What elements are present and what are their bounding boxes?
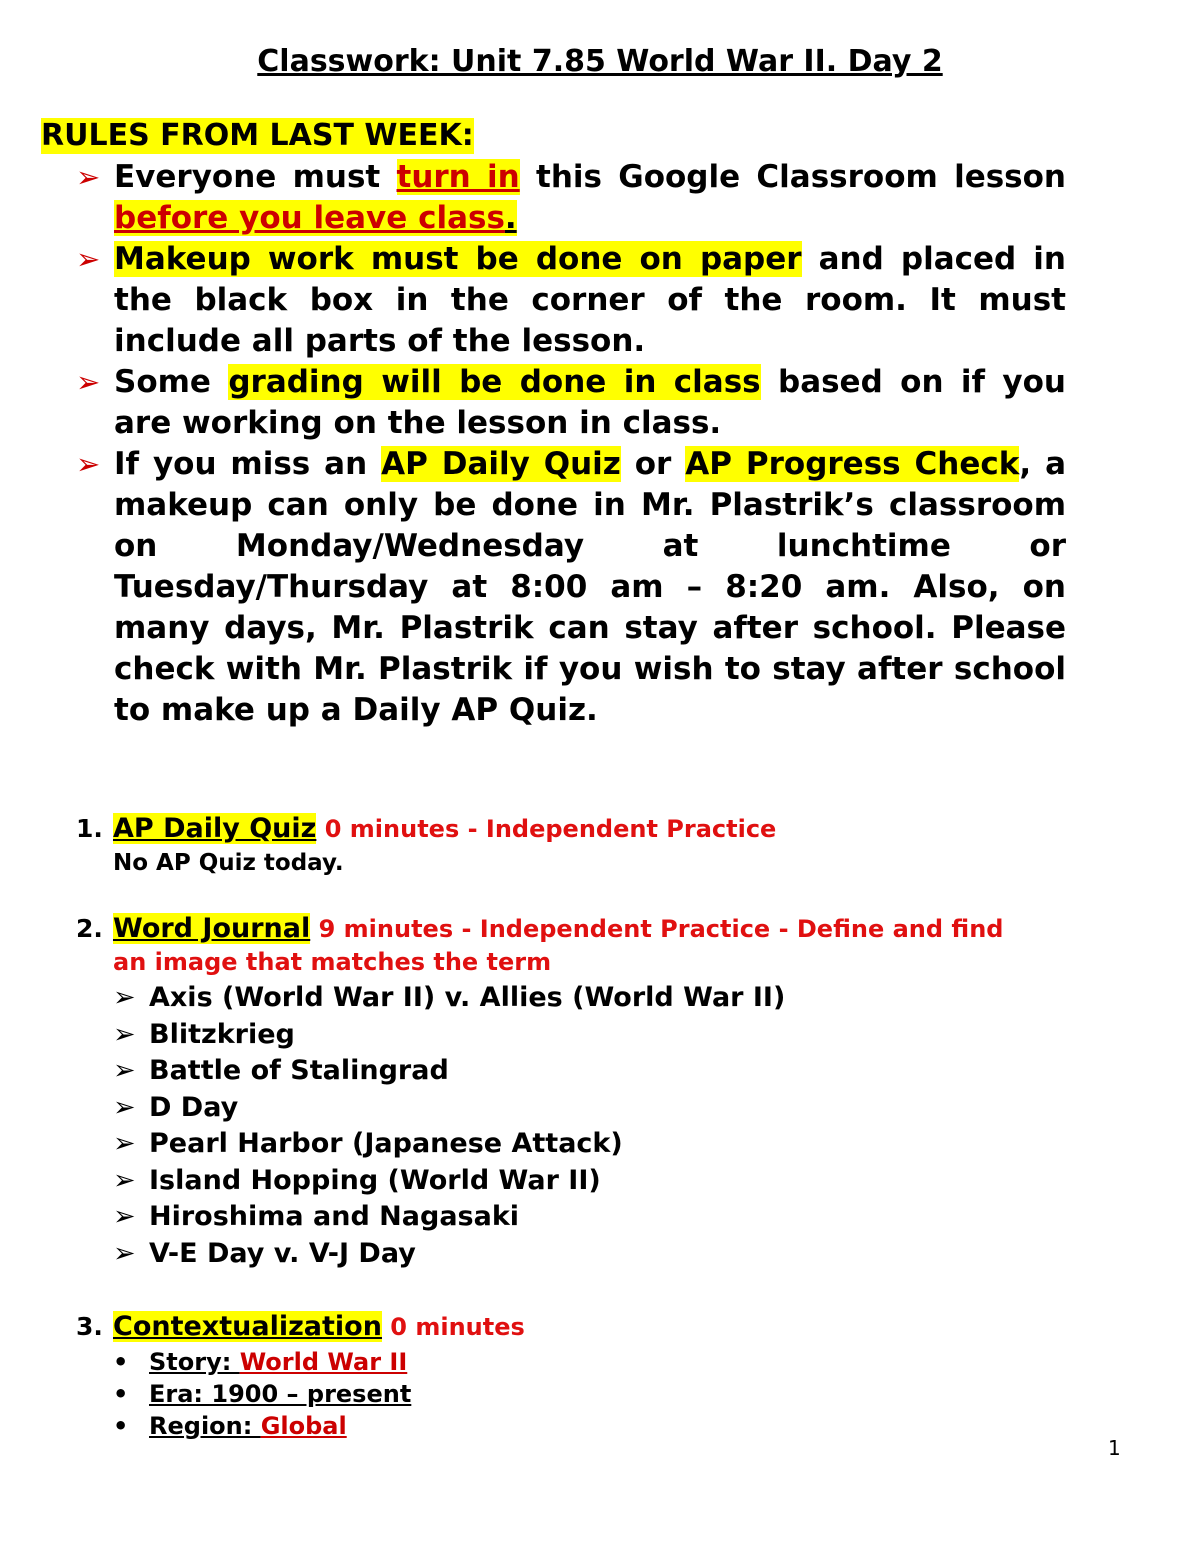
arrow-bullet-icon: ➢ <box>76 242 101 276</box>
rule-text: Some <box>114 364 229 400</box>
era-text: Era: 1900 – present <box>149 1380 412 1408</box>
arrow-bullet-icon: ➢ <box>113 982 136 1013</box>
arrow-bullet-icon: ➢ <box>76 365 101 399</box>
rule-highlight: Makeup work must be done on paper <box>114 241 802 277</box>
region-value: Global <box>260 1412 347 1440</box>
term-text: Island Hopping (World War II) <box>149 1164 601 1196</box>
rule-highlight: turn in <box>396 159 520 195</box>
list-item <box>113 1053 785 1090</box>
context-list <box>113 1346 411 1442</box>
rule-highlight: AP Daily Quiz <box>381 446 621 482</box>
arrow-bullet-icon: ➢ <box>113 1201 136 1232</box>
rule-item <box>76 157 1066 239</box>
list-item <box>113 1199 785 1236</box>
section-contextualization <box>76 1310 525 1344</box>
arrow-bullet-icon: ➢ <box>76 447 101 481</box>
arrow-bullet-icon: ➢ <box>113 1164 136 1196</box>
rule-text: If you miss an <box>114 446 382 482</box>
list-item <box>113 980 785 1017</box>
bullet-icon: • <box>113 1412 129 1440</box>
story-value: World War II <box>239 1348 408 1376</box>
term-text: Hiroshima and Nagasaki <box>149 1201 520 1232</box>
term-text: D Day <box>149 1091 239 1123</box>
story-label: Story: <box>149 1348 240 1376</box>
bullet-icon: • <box>113 1348 129 1376</box>
arrow-bullet-icon: ➢ <box>113 1091 136 1123</box>
term-text: Axis (World War II) v. Allies (World War II) <box>149 982 786 1013</box>
page-number: 1 <box>1108 1436 1121 1460</box>
section-note: 0 minutes - Independent Practice <box>316 815 777 843</box>
term-text: Battle of Stalingrad <box>149 1055 449 1086</box>
list-item <box>113 1017 785 1054</box>
arrow-bullet-icon: ➢ <box>113 1055 136 1086</box>
section-heading: Word Journal <box>113 913 311 944</box>
rule-item <box>76 362 1066 444</box>
section-number: 3. <box>76 1312 103 1341</box>
arrow-bullet-icon: ➢ <box>113 1237 136 1269</box>
rule-highlight: grading will be done in class <box>228 364 761 400</box>
term-text: V-E Day v. V-J Day <box>149 1237 416 1269</box>
bullet-icon: • <box>113 1380 129 1408</box>
section-note: 0 minutes <box>381 1313 525 1341</box>
page-title: Classwork: Unit 7.85 World War II. Day 2 <box>257 44 943 79</box>
list-item <box>113 1090 785 1127</box>
section-heading: AP Daily Quiz <box>113 813 317 844</box>
rule-text: or <box>620 446 686 482</box>
rule-highlight: AP Progress Check <box>685 446 1020 482</box>
list-item <box>113 1236 785 1273</box>
rule-text: Everyone must <box>114 159 397 195</box>
section-note-continued: an image that matches the term <box>113 948 552 976</box>
rules-list <box>76 157 1066 731</box>
section-description: No AP Quiz today. <box>113 850 344 876</box>
rule-text: based on if you are working on the lesson in class. <box>114 364 1066 441</box>
term-text: Pearl Harbor (Japanese Attack) <box>149 1128 623 1159</box>
list-item <box>113 1378 411 1410</box>
arrow-bullet-icon: ➢ <box>76 160 101 194</box>
list-item <box>113 1163 785 1200</box>
section-ap-daily-quiz <box>76 812 776 880</box>
rule-text: and placed in the black box in the corner of the room. It must include all parts of the lesson. <box>114 241 1066 359</box>
section-number: 1. <box>76 814 103 843</box>
arrow-bullet-icon: ➢ <box>113 1018 136 1050</box>
section-word-journal <box>76 912 1003 978</box>
rule-highlight: before you leave class <box>114 200 505 236</box>
rules-heading: RULES FROM LAST WEEK: <box>41 118 474 153</box>
list-item <box>113 1346 411 1378</box>
list-item <box>113 1126 785 1163</box>
section-number: 2. <box>76 914 103 943</box>
region-label: Region: <box>149 1412 261 1440</box>
section-note: 9 minutes - Independent Practice - Define and find <box>310 915 1004 943</box>
term-text: Blitzkrieg <box>149 1018 295 1050</box>
rule-text: . <box>504 200 517 236</box>
rule-text: this Google Classroom lesson <box>519 159 1067 195</box>
list-item <box>113 1410 411 1442</box>
term-list <box>113 980 785 1272</box>
rule-text: , a makeup can only be done in Mr. Plastrik’s classroom on Monday/Wednesday at lunchtime or Tuesday/Thursday at 8:00 am – 8:20 am. Also, on many days, Mr. Plastrik can stay after school. Please check with Mr. Plastrik if you wish to stay after school to make up a Daily AP Quiz. <box>114 446 1066 728</box>
section-heading: Contextualization <box>113 1311 382 1342</box>
arrow-bullet-icon: ➢ <box>113 1128 136 1159</box>
rule-item <box>76 444 1066 731</box>
rule-item <box>76 239 1066 362</box>
